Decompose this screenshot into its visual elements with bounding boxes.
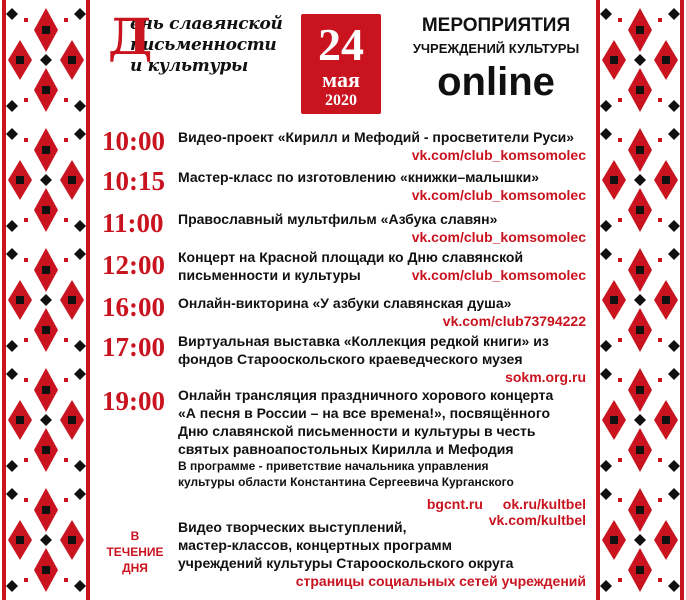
date-badge: [301, 14, 381, 114]
event-sub-line: культуры области Константина Сергеевича Курганского: [178, 475, 514, 489]
event-link[interactable]: vk.com/club_komsomolec: [411, 229, 586, 245]
title-line-1: ень славянской: [130, 14, 283, 34]
event-desc-line: фондов Старооскольского краеведческого музея: [178, 351, 523, 367]
event-desc: Мастер-класс по изготовлению «книжки–малышки»: [178, 169, 539, 185]
event-item: [96, 206, 590, 246]
event-time: 10:15: [102, 166, 165, 196]
events-header-online: online: [437, 60, 555, 104]
date-day: 24: [318, 19, 364, 70]
event-time: 16:00: [102, 292, 165, 322]
event-desc-line: Дню славянской письменности и культуры в честь: [178, 423, 536, 439]
event-desc: Православный мультфильм «Азбука славян»: [178, 211, 498, 227]
event-desc-line: «А песня в России – на все времена!», посвящённого: [178, 405, 551, 421]
events-header: [396, 14, 596, 104]
events-header-line-1: МЕРОПРИЯТИЯ: [421, 15, 571, 36]
event-item: [96, 246, 590, 292]
date-month: мая: [322, 67, 360, 92]
event-desc: [178, 332, 590, 368]
event-desc-line: Виртуальная выставка «Коллекция редкой книги» из: [178, 333, 549, 349]
during-day-label-line-2: ДНЯ: [122, 561, 148, 575]
event-item: [96, 124, 590, 164]
event-link[interactable]: ok.ru/kultbel: [502, 496, 586, 512]
event-desc-line: письменности и культуры: [178, 267, 361, 283]
event-desc-line: святых равноапостольных Кирилла и Мефодия: [178, 441, 514, 457]
poster-content: [96, 0, 590, 600]
event-link[interactable]: vk.com/club_komsomolec: [411, 187, 586, 203]
during-day-desc: [178, 518, 590, 572]
during-day-line: мастер-классов, концертных программ: [178, 537, 452, 553]
event-item: [96, 330, 590, 385]
event-link[interactable]: vk.com/club_komsomolec: [411, 267, 586, 283]
title-line-3: и культуры: [130, 56, 248, 76]
event-time: 10:00: [102, 126, 165, 156]
event-item: [96, 290, 590, 330]
during-day-line: Видео творческих выступлений,: [178, 519, 407, 535]
poster-title: [108, 7, 298, 77]
ornament-border-right: [594, 0, 686, 600]
title-line-2: письменности: [130, 35, 277, 55]
event-desc-line: Концерт на Красной площади ко Дню славянской: [178, 249, 524, 265]
event-link[interactable]: vk.com/club_komsomolec: [411, 147, 586, 163]
event-link[interactable]: vk.com/kultbel: [488, 512, 586, 528]
event-item: [96, 164, 590, 204]
during-day-label: [102, 528, 168, 576]
event-time: 11:00: [102, 208, 164, 238]
event-desc: [178, 386, 590, 490]
events-header-line-2: УЧРЕЖДЕНИЙ КУЛЬТУРЫ: [412, 41, 580, 56]
event-link[interactable]: sokm.org.ru: [505, 369, 586, 385]
event-time: 19:00: [102, 386, 165, 416]
title-drop-letter: Д: [108, 7, 153, 66]
event-desc: Онлайн-викторина «У азбуки славянская душа»: [178, 295, 512, 311]
date-year: 2020: [325, 92, 357, 109]
event-link[interactable]: bgcnt.ru: [426, 496, 483, 512]
during-day-label-line-1: В ТЕЧЕНИЕ: [106, 529, 164, 559]
ornament-border-left: [0, 0, 92, 600]
event-link[interactable]: vk.com/club73794222: [442, 313, 586, 329]
event-time: 12:00: [102, 250, 165, 280]
event-sub-line: В программе - приветствие начальника управления: [178, 459, 489, 473]
event-desc: Видео-проект «Кирилл и Мефодий - просветители Руси»: [178, 129, 575, 145]
during-day-line: учреждений культуры Старооскольского округа: [178, 555, 514, 571]
event-desc-line: Онлайн трансляция праздничного хорового концерта: [178, 387, 554, 403]
during-day-link[interactable]: страницы социальных сетей учреждений: [295, 573, 586, 589]
event-time: 17:00: [102, 332, 165, 362]
